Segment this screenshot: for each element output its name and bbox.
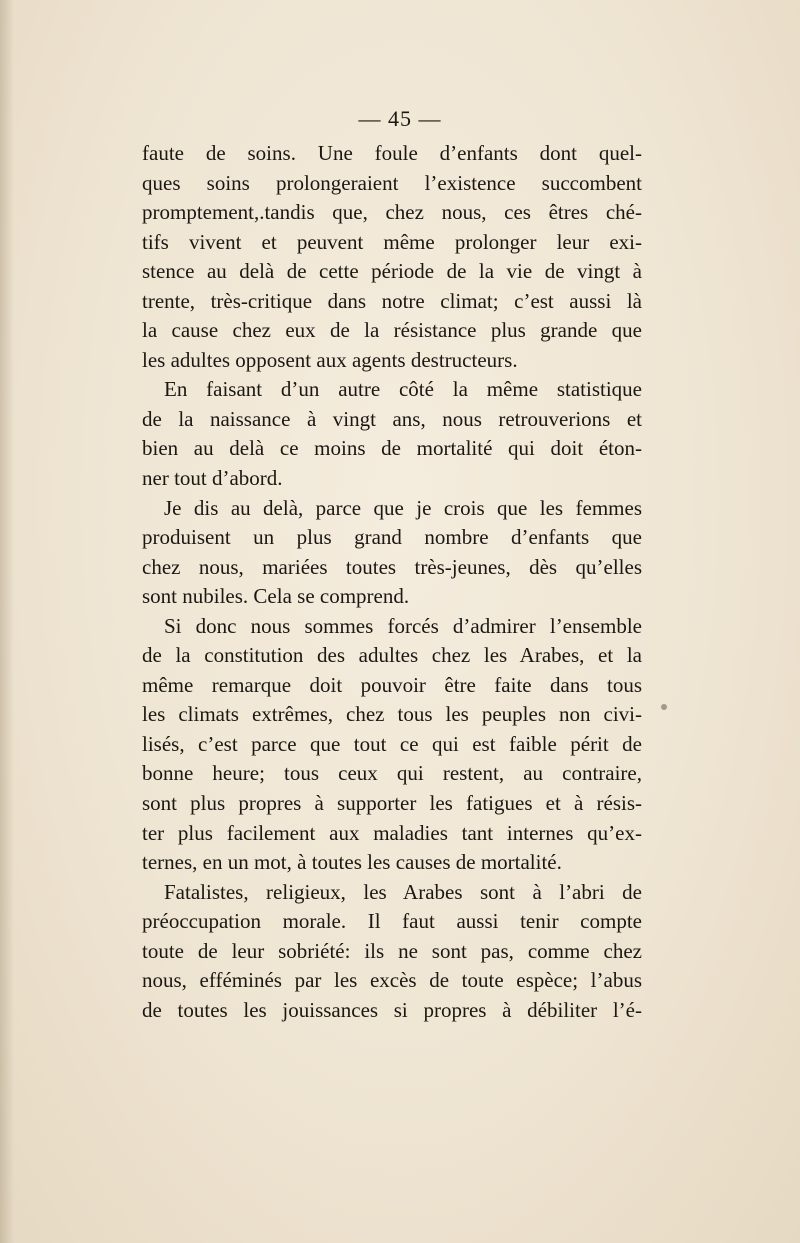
- text-line: Si donc nous sommes forcés d’admirer l’ensemble: [164, 613, 642, 638]
- text-line: promptement,.tandis que, chez nous, ces êtres ché-: [142, 200, 642, 225]
- text-line: nous, efféminés par les excès de toute espèce; l’abus: [142, 968, 642, 993]
- text-line: produisent un plus grand nombre d’enfants que: [142, 525, 642, 550]
- text-line: bonne heure; tous ceux qui restent, au contraire,: [142, 761, 642, 786]
- text-line: lisés, c’est parce que tout ce qui est faible périt de: [142, 731, 642, 756]
- text-line: ner tout d’abord.: [142, 466, 283, 491]
- text-line: les adultes opposent aux agents destructeurs.: [142, 347, 518, 372]
- text-line: faute de soins. Une foule d’enfants dont quel-: [142, 141, 642, 165]
- text-line: la cause chez eux de la résistance plus grande que: [142, 318, 642, 343]
- text-line: de la naissance à vingt ans, nous retrouverions et: [142, 406, 642, 431]
- text-line: les climats extrêmes, chez tous les peuples non civi-: [142, 702, 642, 727]
- text-line: En faisant d’un autre côté la même statistique: [164, 377, 642, 402]
- page-edge-shadow: [0, 0, 14, 1243]
- body-text: [142, 139, 642, 1025]
- paper-speck: [661, 704, 667, 710]
- text-line: stence au delà de cette période de la vie de vingt à: [142, 259, 642, 284]
- text-line: de toutes les jouissances si propres à débiliter l’é-: [142, 997, 642, 1022]
- text-line: bien au delà ce moins de mortalité qui doit éton-: [142, 436, 642, 461]
- page-number: — 45 —: [358, 106, 442, 131]
- text-line: Fatalistes, religieux, les Arabes sont à l’abri de: [164, 879, 642, 904]
- text-line: ter plus facilement aux maladies tant internes qu’ex-: [142, 820, 642, 845]
- text-line: sont plus propres à supporter les fatigues et à résis-: [142, 791, 642, 816]
- text-line: tifs vivent et peuvent même prolonger leur exi-: [142, 229, 642, 254]
- text-line: Je dis au delà, parce que je crois que les femmes: [164, 495, 642, 520]
- text-line: toute de leur sobriété: ils ne sont pas, comme chez: [142, 938, 642, 963]
- text-line: préoccupation morale. Il faut aussi tenir compte: [142, 909, 642, 934]
- text-line: même remarque doit pouvoir être faite dans tous: [142, 672, 642, 697]
- text-line: de la constitution des adultes chez les Arabes, et la: [142, 643, 642, 668]
- text-line: sont nubiles. Cela se comprend.: [142, 584, 410, 609]
- text-line: chez nous, mariées toutes très-jeunes, dès qu’elles: [142, 554, 642, 579]
- text-line: ques soins prolongeraient l’existence succombent: [142, 170, 642, 195]
- text-line: trente, très-critique dans notre climat; c’est aussi là: [142, 288, 642, 313]
- text-line: ternes, en un mot, à toutes les causes de mortalité.: [142, 850, 562, 875]
